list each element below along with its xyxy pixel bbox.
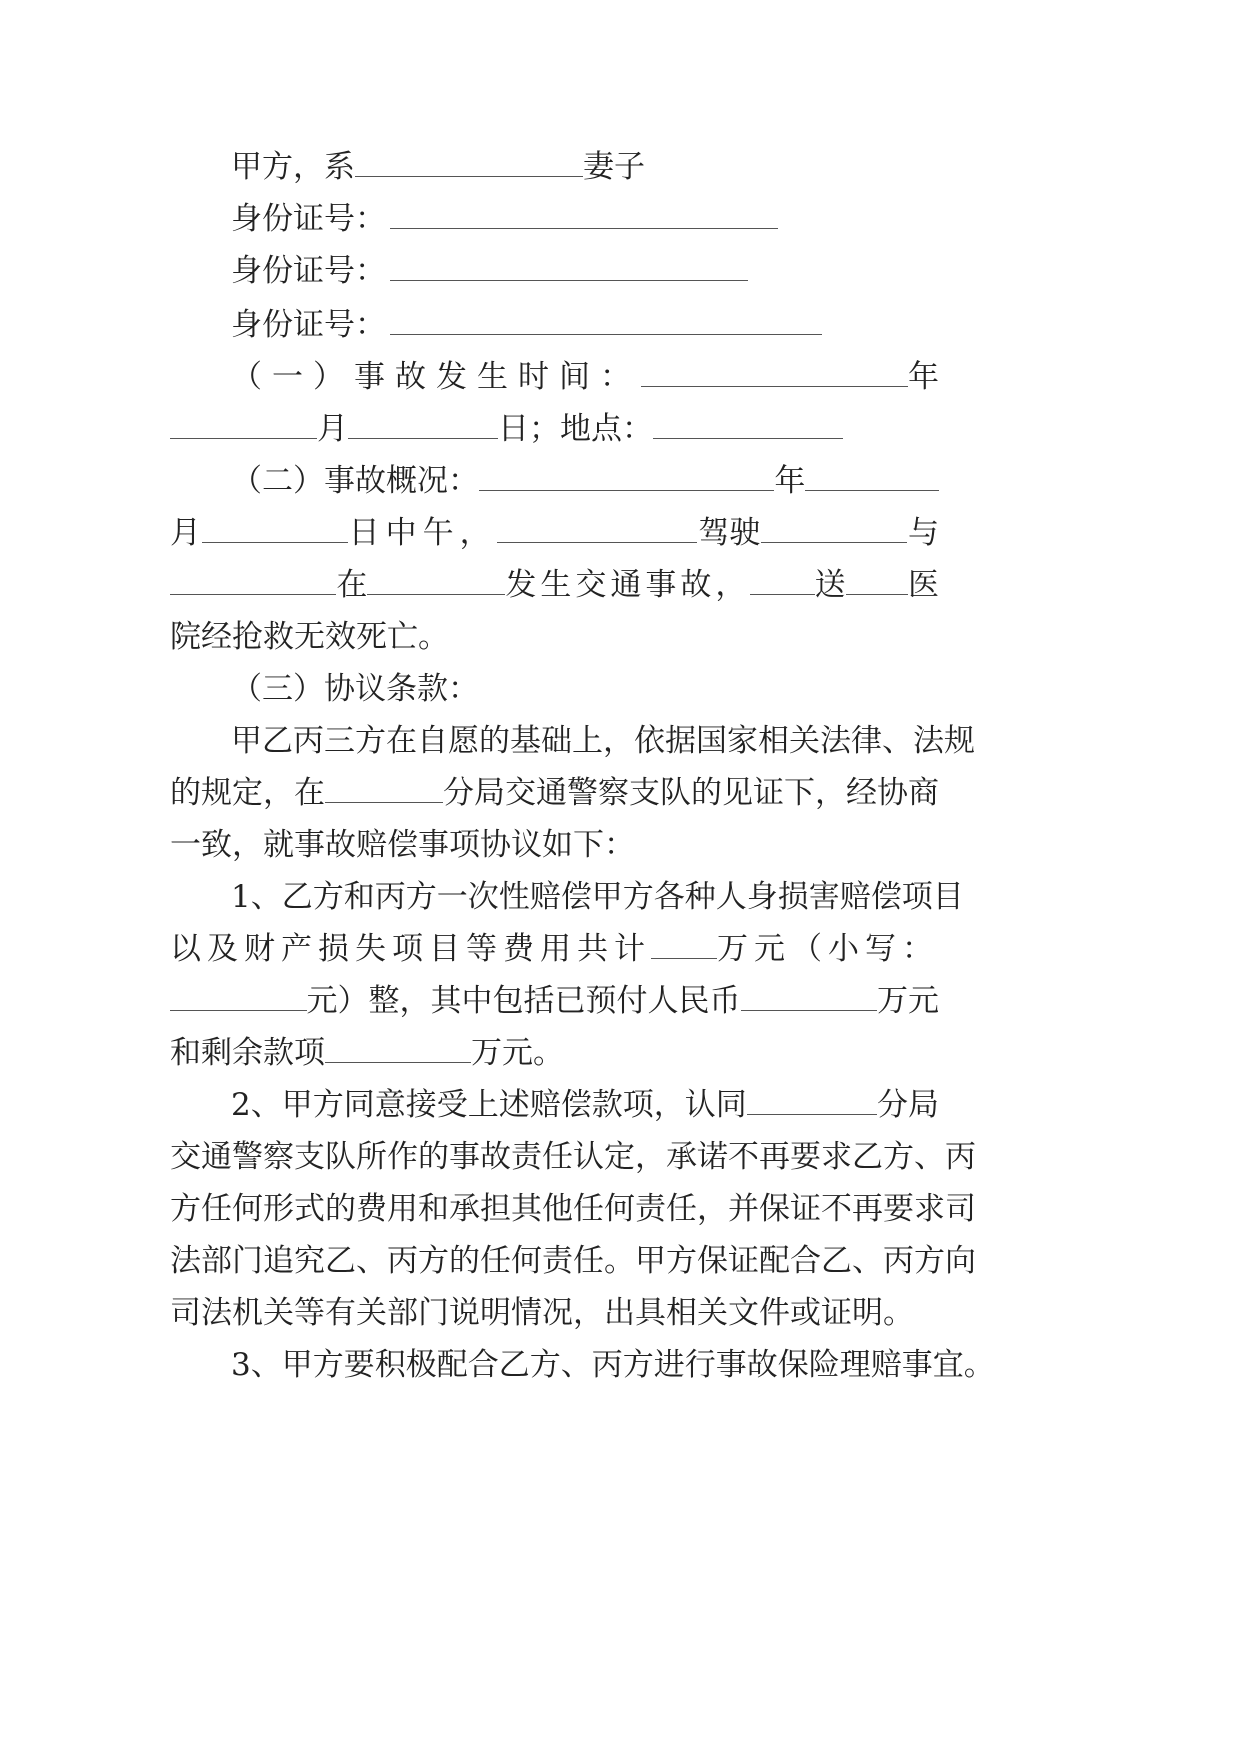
clause1-line-4 (170, 1024, 564, 1082)
clause2-line-2 (170, 1128, 976, 1186)
clause1-text: 和剩余款项 (170, 1035, 325, 1071)
section3-heading (231, 660, 479, 718)
id-label: 身份证号： (231, 307, 386, 343)
year-label: 年 (774, 463, 806, 499)
prepaid-amount-blank[interactable] (741, 980, 878, 1011)
overview-year-blank[interactable] (479, 460, 774, 491)
drive-label: 驾驶 (698, 515, 761, 551)
month-label: 月 (170, 515, 201, 551)
clause2-text: 法部门追究乙、丙方的任何责任。甲方保证配合乙、丙方向 (170, 1243, 976, 1279)
day-place-label: 日；地点： (498, 411, 653, 447)
id-line-1 (231, 190, 778, 248)
with-label: 与 (907, 515, 939, 551)
preamble-text: 甲乙丙三方在自愿的基础上，依据国家相关法律、法规 (231, 723, 975, 759)
section1-label: （一）事故发生时间： (231, 359, 641, 395)
clause2-text: 交通警察支队所作的事故责任认定，承诺不再要求乙方、丙 (170, 1139, 976, 1175)
accident-place-blank[interactable] (653, 408, 843, 439)
driver-blank[interactable] (497, 512, 697, 543)
at-label: 在 (336, 567, 368, 603)
party-a-relation-blank[interactable] (355, 146, 583, 177)
section1-line-2 (170, 400, 843, 458)
clause3-text: 3、甲方要积极配合乙方、丙方进行事故保险理赔事宜。 (231, 1347, 995, 1383)
hospital-char: 医 (907, 567, 939, 603)
clause2-text: 2、甲方同意接受上述赔偿款项，认同 (231, 1087, 747, 1123)
hospital-rest-text: 院经抢救无效死亡。 (170, 619, 449, 655)
overview-month-blank[interactable] (805, 460, 939, 491)
section1-line-1 (231, 348, 939, 406)
section2-line-3 (170, 556, 939, 614)
party-a-line (231, 138, 645, 196)
id-number-blank[interactable] (390, 198, 778, 229)
id-line-3 (231, 296, 822, 354)
clause1-text: 万元。 (471, 1035, 564, 1071)
id-number-blank[interactable] (390, 304, 822, 335)
id-line-2 (231, 242, 748, 300)
accident-label: 发生交通事故， (505, 567, 751, 603)
accident-year-blank[interactable] (641, 356, 908, 387)
clause1-line-3 (170, 972, 939, 1030)
clause1-text: 元）整，其中包括已预付人民币 (306, 983, 741, 1019)
branch-blank[interactable] (325, 772, 443, 803)
party-a-suffix: 妻子 (583, 149, 645, 185)
clause1-text: 以及财产损失项目等费用共计 (170, 931, 651, 967)
hospital-blank[interactable] (846, 564, 908, 595)
clause2-line-5 (170, 1284, 914, 1342)
month-label: 月 (317, 411, 348, 447)
noon-label: 日中午， (348, 515, 497, 551)
clause1-line-2 (170, 920, 939, 978)
section2-line-4 (170, 608, 449, 666)
section2-line-1 (231, 452, 939, 510)
party-a-label: 甲方，系 (231, 149, 355, 185)
other-party-blank[interactable] (170, 564, 336, 595)
preamble-line-2 (170, 764, 939, 822)
id-label: 身份证号： (231, 253, 386, 289)
clause1-line-1 (231, 868, 964, 926)
sent-label: 送 (814, 567, 846, 603)
section2-label: （二）事故概况： (231, 463, 479, 499)
clause2-text: 分局 (877, 1087, 939, 1123)
branch-blank[interactable] (747, 1084, 877, 1115)
preamble-text: 一致，就事故赔偿事项协议如下： (170, 827, 635, 863)
overview-day-blank[interactable] (202, 512, 348, 543)
clause2-line-3 (170, 1180, 976, 1238)
clause3-line-1 (231, 1336, 995, 1394)
id-number-blank[interactable] (390, 250, 748, 281)
preamble-text: 分局交通警察支队的见证下，经协商 (443, 775, 939, 811)
clause2-text: 司法机关等有关部门说明情况，出具相关文件或证明。 (170, 1295, 914, 1331)
id-label: 身份证号： (231, 201, 386, 237)
year-label: 年 (908, 359, 939, 395)
clause2-line-1 (231, 1076, 939, 1134)
preamble-line-3 (170, 816, 635, 874)
clause2-text: 方任何形式的费用和承担其他任何责任，并保证不再要求司 (170, 1191, 976, 1227)
accident-day-blank[interactable] (348, 408, 498, 439)
total-amount-lower-blank[interactable] (170, 980, 307, 1011)
clause2-line-4 (170, 1232, 976, 1290)
total-amount-blank[interactable] (651, 928, 717, 959)
victim-blank[interactable] (750, 564, 814, 595)
location-blank[interactable] (367, 564, 505, 595)
preamble-line-1 (231, 712, 975, 770)
section2-line-2 (170, 504, 939, 562)
preamble-text: 的规定，在 (170, 775, 325, 811)
accident-month-blank[interactable] (170, 408, 317, 439)
clause1-text: 1、乙方和丙方一次性赔偿甲方各种人身损害赔偿项目 (231, 879, 964, 915)
section3-label: （三）协议条款： (231, 671, 479, 707)
clause1-text: 万元（小写： (717, 931, 939, 967)
clause1-text: 万元 (877, 983, 939, 1019)
vehicle-blank[interactable] (761, 512, 907, 543)
remaining-amount-blank[interactable] (325, 1032, 471, 1063)
